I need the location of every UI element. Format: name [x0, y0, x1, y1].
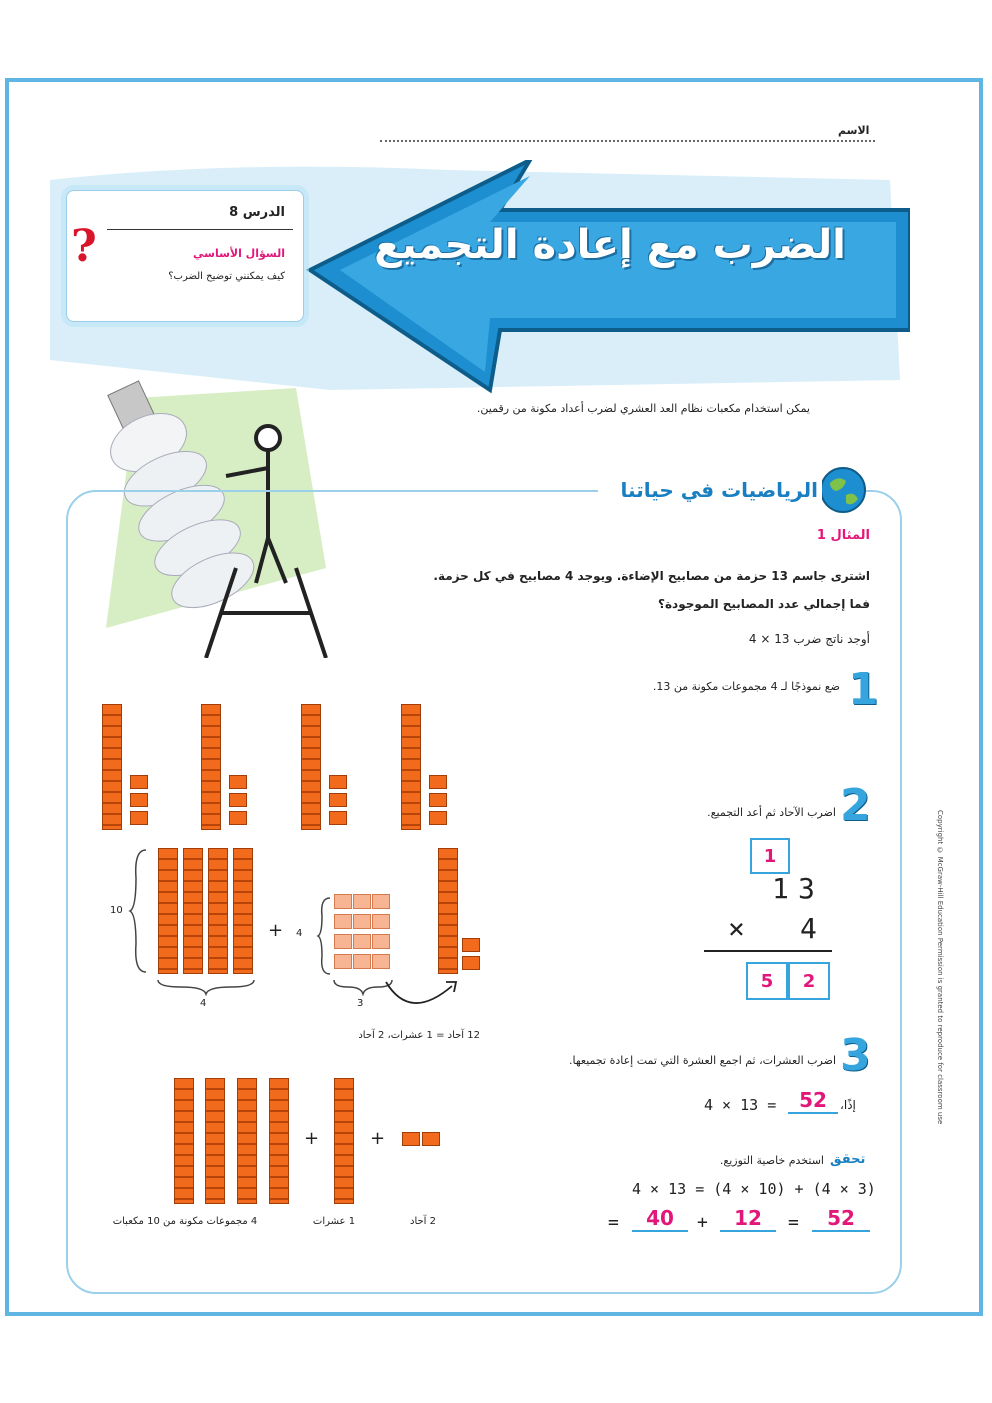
ten-rod [301, 704, 321, 830]
ten-rod [401, 704, 421, 830]
unit-cube-light [353, 894, 371, 909]
unit-cube [229, 775, 247, 789]
unit-cube-light [372, 894, 390, 909]
ten-rod [174, 1078, 194, 1204]
bottom-digit: 4 [800, 912, 817, 945]
check-plus: + [697, 1212, 708, 1233]
section-title: الرياضيات في حياتنا [598, 478, 822, 502]
step-3-text: اضرب العشرات، ثم اجمع العشرة التي تمت إعادة تجميعها. [569, 1054, 836, 1067]
lesson-rule [107, 229, 293, 230]
check-expr: 4 × 13 = (4 × 10) + (4 × 3) [632, 1180, 876, 1198]
essential-question: كيف يمكنني توضيح الضرب؟ [168, 271, 285, 282]
unit-cube-light [334, 894, 352, 909]
carry-box: 1 [750, 838, 790, 874]
name-line [380, 140, 875, 142]
unit-cube [329, 811, 347, 825]
intro-text: يمكن استخدام مكعبات نظام العد العشري لضرب أعداد مكونة من رقمين. [476, 402, 810, 415]
unit-cube [130, 793, 148, 807]
ten-rod [269, 1078, 289, 1204]
check-blank-1: 40 [632, 1206, 688, 1232]
example-label: المثال 1 [816, 528, 870, 543]
unit-cube [130, 811, 148, 825]
result-tens-box: 5 [746, 962, 788, 1000]
label-groups: 4 مجموعات مكونة من 10 مكعبات [112, 1216, 258, 1227]
bottom-mid-label: 3 [357, 998, 364, 1009]
label-ones: 2 آحاد [409, 1216, 436, 1227]
unit-cube-light [334, 914, 352, 929]
check-label: تحقق [830, 1152, 866, 1167]
unit-cube [462, 956, 480, 970]
problem-line-2: فما إجمالي عدد المصابيح الموجودة؟ [658, 597, 870, 611]
bottom-left-label: 4 [200, 998, 207, 1009]
ten-rod [205, 1078, 225, 1204]
check-eq-2: = [788, 1212, 799, 1233]
unit-cube-light [372, 954, 390, 969]
copyright-side-note: Copyright © McGraw-Hill Education Permission is granted to reproduce for classroom use [936, 810, 944, 1125]
step-1-text: ضع نموذجًا لـ 4 مجموعات مكونة من 13. [652, 680, 840, 693]
unit-cube [462, 938, 480, 952]
ten-rod [237, 1078, 257, 1204]
page-title: الضرب مع إعادة التجميع [374, 222, 846, 268]
unit-cube-light [372, 914, 390, 929]
left-brace [128, 848, 148, 974]
unit-cube-light [353, 914, 371, 929]
check-blank-2: 12 [720, 1206, 776, 1232]
unit-cube-light [334, 954, 352, 969]
answer-prefix: إذًا، [840, 1098, 856, 1112]
unit-cube [229, 793, 247, 807]
regroup-note: 12 آحاد = 1 عشرات، 2 آحاد [358, 1030, 480, 1041]
unit-cube [429, 793, 447, 807]
step-3-number: 3 [840, 1030, 871, 1081]
step-1-number: 1 [848, 664, 879, 715]
question-mark-icon: ? [71, 221, 97, 272]
ten-rod [438, 848, 458, 974]
brace-left-label: 10 [110, 905, 123, 916]
ten-rod [102, 704, 122, 830]
unit-cube [329, 775, 347, 789]
brace-mid-label: 4 [296, 928, 303, 939]
unit-cube [429, 811, 447, 825]
unit-cube [422, 1132, 440, 1146]
answer-expr: 4 × 13 = [704, 1096, 777, 1114]
check-text: استخدم خاصية التوزيع. [719, 1154, 824, 1167]
plus-sign: + [268, 920, 284, 941]
plus-sign: + [304, 1128, 320, 1149]
top-tens-digit: 1 [772, 872, 789, 905]
globe-icon [818, 465, 868, 515]
unit-cube [130, 775, 148, 789]
find-text: أوجد ناتج ضرب 13 × 4 [748, 632, 870, 646]
answer-blank: 52 [788, 1088, 838, 1114]
step-2-number: 2 [840, 780, 871, 831]
ten-rod [183, 848, 203, 974]
times-sign: × [728, 912, 745, 945]
lesson-box [66, 190, 304, 322]
bottom-brace-left [156, 978, 256, 996]
unit-cube-light [353, 954, 371, 969]
regroup-arrow-icon [380, 976, 470, 1018]
ten-rod [208, 848, 228, 974]
unit-cube-light [353, 934, 371, 949]
lesson-number: الدرس 8 [229, 205, 285, 220]
ten-rod [334, 1078, 354, 1204]
mid-brace [316, 896, 332, 976]
unit-cube [402, 1132, 420, 1146]
ten-rod [201, 704, 221, 830]
name-label: الاسم [838, 124, 870, 137]
unit-cube [229, 811, 247, 825]
problem-text [420, 562, 870, 618]
unit-cube [429, 775, 447, 789]
step-2-text: اضرب الآحاد ثم أعد التجميع. [707, 806, 836, 819]
essential-question-label: السؤال الأساسي [193, 247, 285, 260]
check-eq-1: = [608, 1212, 619, 1233]
sum-line [704, 950, 832, 952]
ten-rod [233, 848, 253, 974]
problem-line-1: اشترى جاسم 13 حزمة من مصابيح الإضاءة. ويوجد 4 مصابيح في كل حزمة. [433, 569, 870, 583]
ten-rod [158, 848, 178, 974]
unit-cube [329, 793, 347, 807]
check-blank-3: 52 [812, 1206, 870, 1232]
top-ones-digit: 3 [798, 872, 815, 905]
unit-cube-light [334, 934, 352, 949]
unit-cube-light [372, 934, 390, 949]
label-ten: 1 عشرات [312, 1216, 356, 1227]
plus-sign: + [370, 1128, 386, 1149]
result-ones-box: 2 [788, 962, 830, 1000]
